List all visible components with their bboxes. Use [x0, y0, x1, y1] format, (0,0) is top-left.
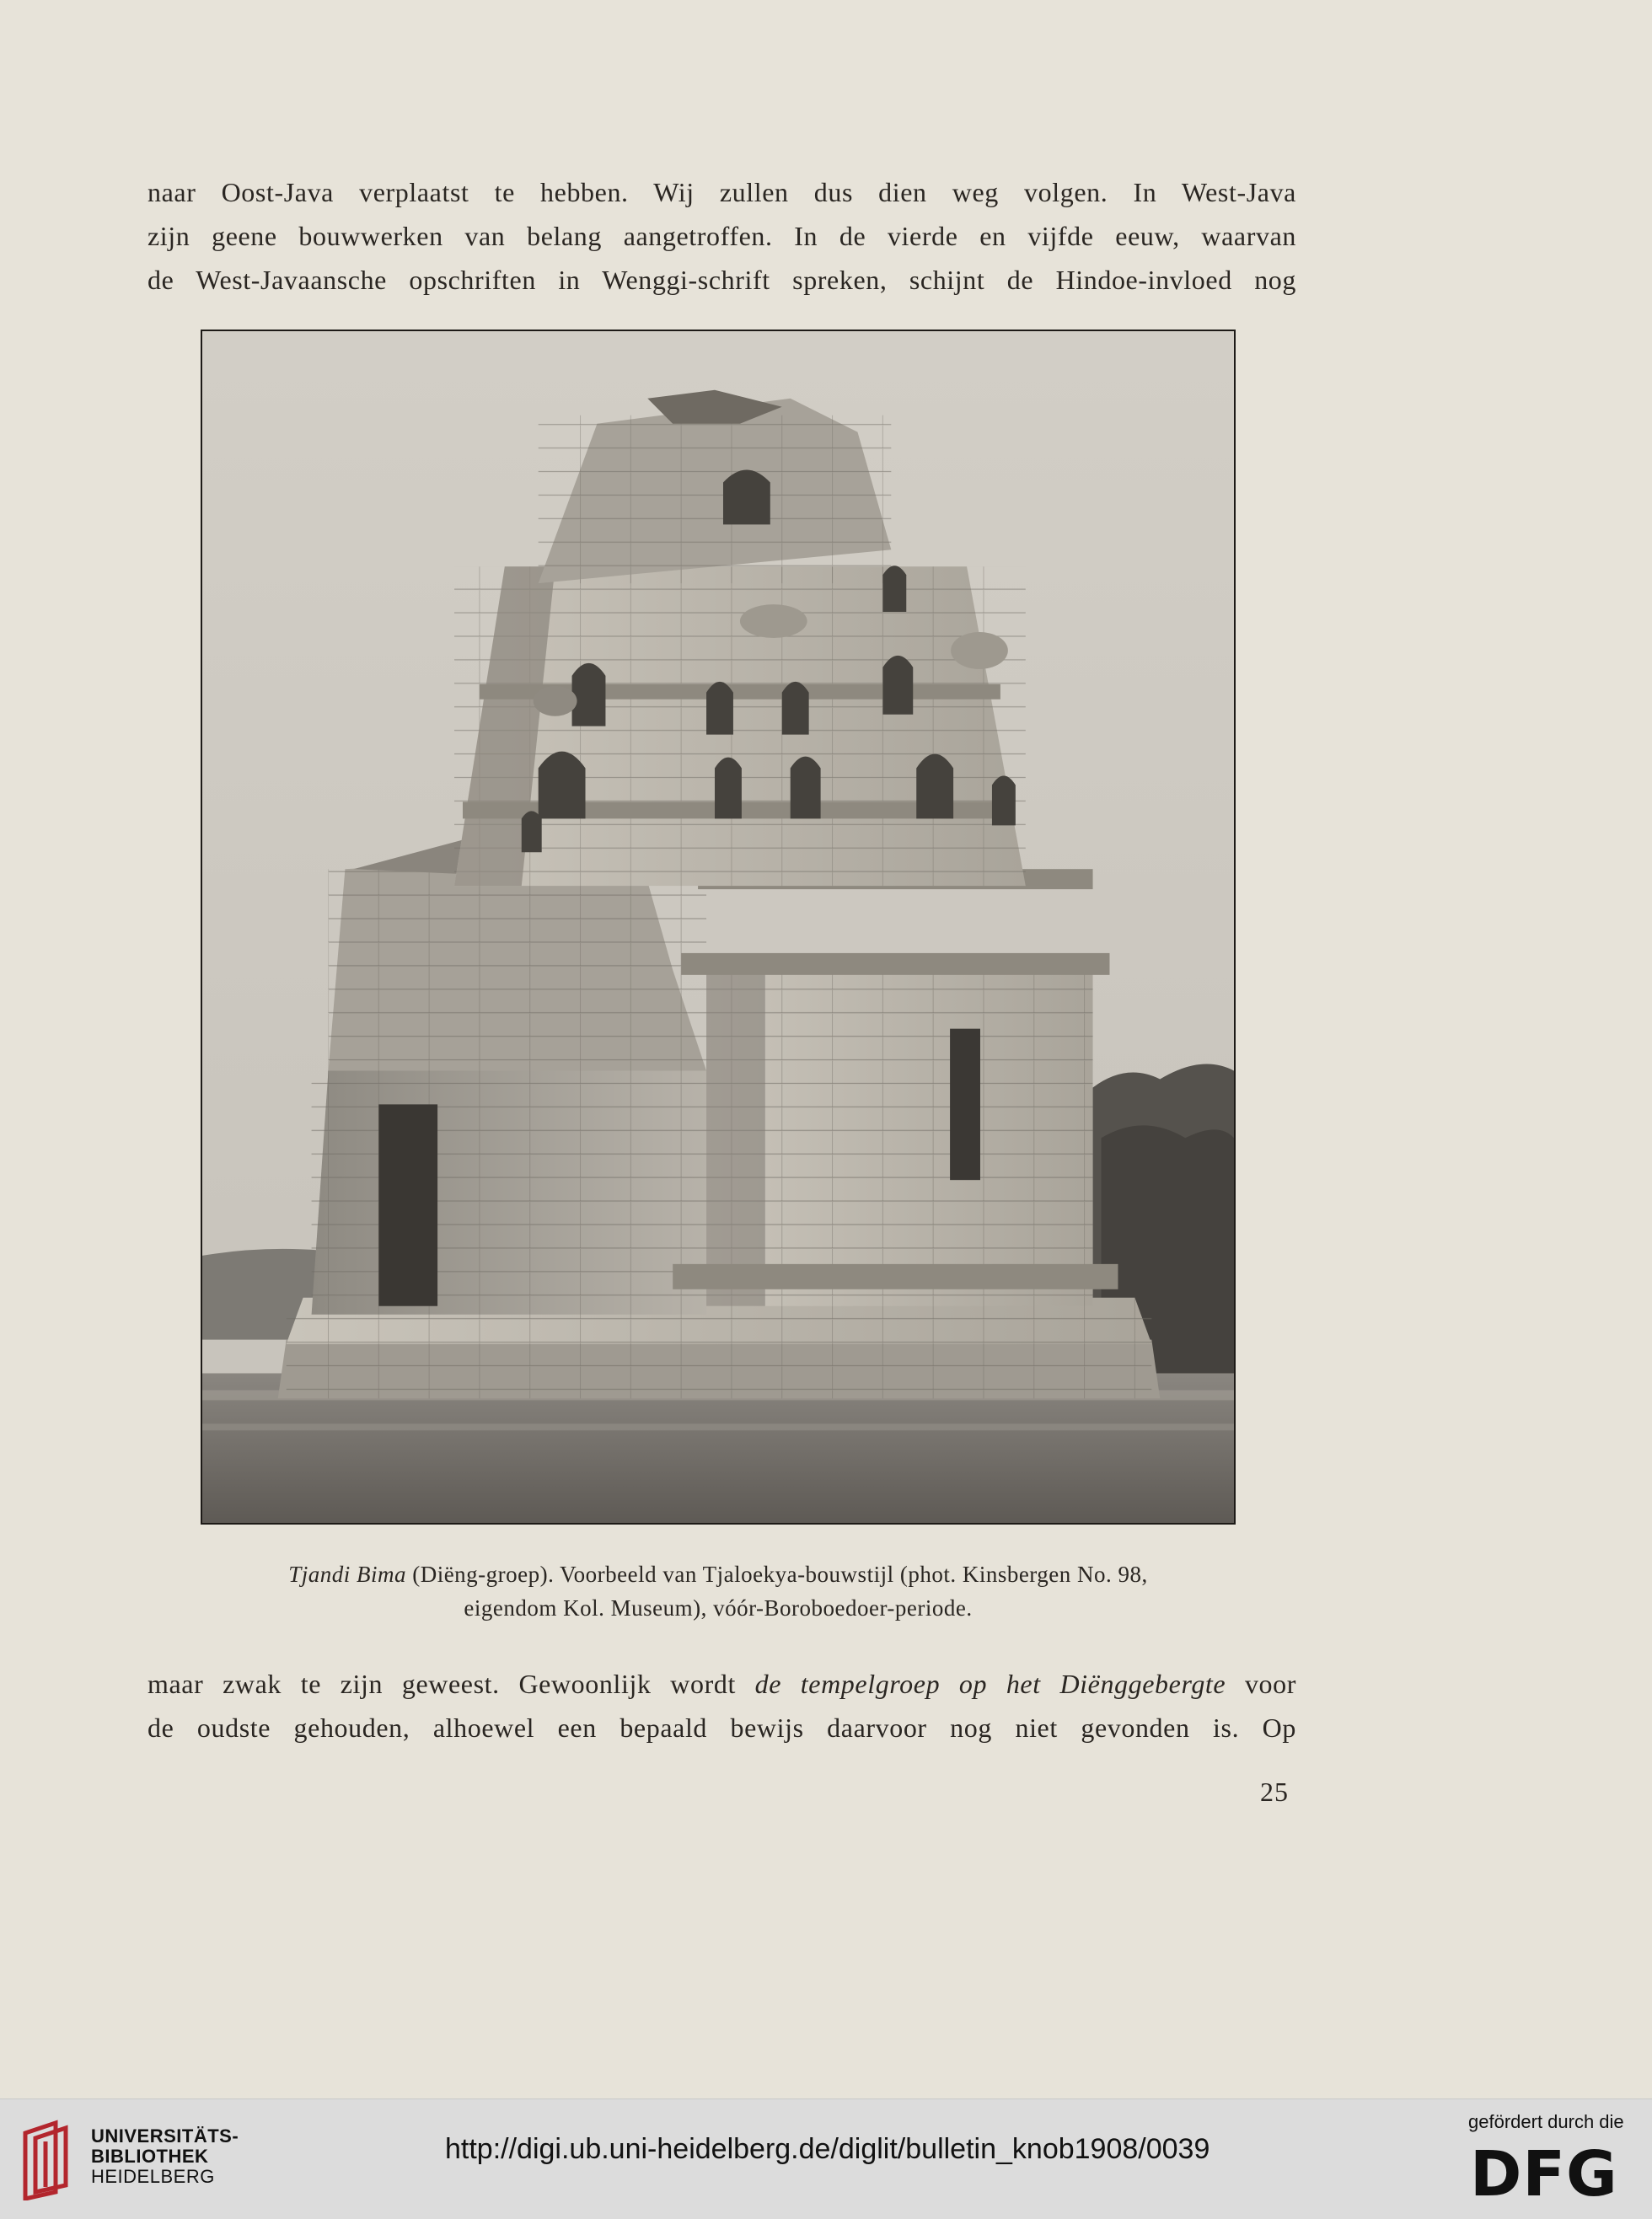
page-number: 25 [1260, 1777, 1289, 1807]
library-name-line: UNIVERSITÄTS- [91, 2125, 239, 2147]
text-line: de West-Javaansche opschriften in Wenggi-schrift spreken, schijnt de Hindoe-invloed nog [148, 265, 1296, 295]
caption-line-2: eigendom Kol. Museum), vóór-Boroboedoer-periode. [464, 1595, 973, 1621]
caption-line-1 [201, 1557, 1236, 1591]
text-line: de oudste gehouden, alhoewel een bepaald bewijs daarvoor nog niet gevonden is. Op [148, 1712, 1296, 1743]
viewer-footer [0, 2098, 1652, 2219]
text-segment: voor [1226, 1669, 1297, 1699]
text-line: naar Oost-Java verplaatst te hebben. Wij zullen dus dien weg volgen. In West-Java [148, 177, 1296, 207]
text-line [148, 1662, 1296, 1706]
dfg-logo[interactable]: DFG [1470, 2138, 1618, 2211]
figure-caption [201, 1557, 1236, 1625]
paragraph-top [148, 170, 1296, 302]
caption-title: Tjandi Bima [288, 1562, 406, 1587]
funding-label: gefördert durch die [1468, 2111, 1624, 2132]
text-line: zijn geene bouwwerken van belang aangetroffen. In de vierde en vijfde eeuw, waarvan [148, 221, 1296, 251]
permalink-url[interactable]: http://digi.ub.uni-heidelberg.de/diglit/bulletin_knob1908/0039 [445, 2133, 1210, 2165]
paragraph-bottom [148, 1662, 1296, 1750]
library-name-line: HEIDELBERG [91, 2166, 215, 2187]
text-segment: maar zwak te zijn geweest. Gewoonlijk wordt [148, 1669, 755, 1699]
library-name-line: BIBLIOTHEK [91, 2146, 209, 2167]
italic-phrase: de tempelgroep op het Diënggebergte [754, 1669, 1226, 1699]
temple-photo [201, 330, 1236, 1525]
university-library-logo-icon[interactable] [17, 2116, 78, 2200]
temple-photo-drawing [202, 331, 1234, 1523]
library-name [91, 2126, 239, 2187]
caption-text: (Diëng-groep). Voorbeeld van Tjaloekya-bouwstijl (phot. Kinsbergen No. 98, [405, 1562, 1148, 1587]
